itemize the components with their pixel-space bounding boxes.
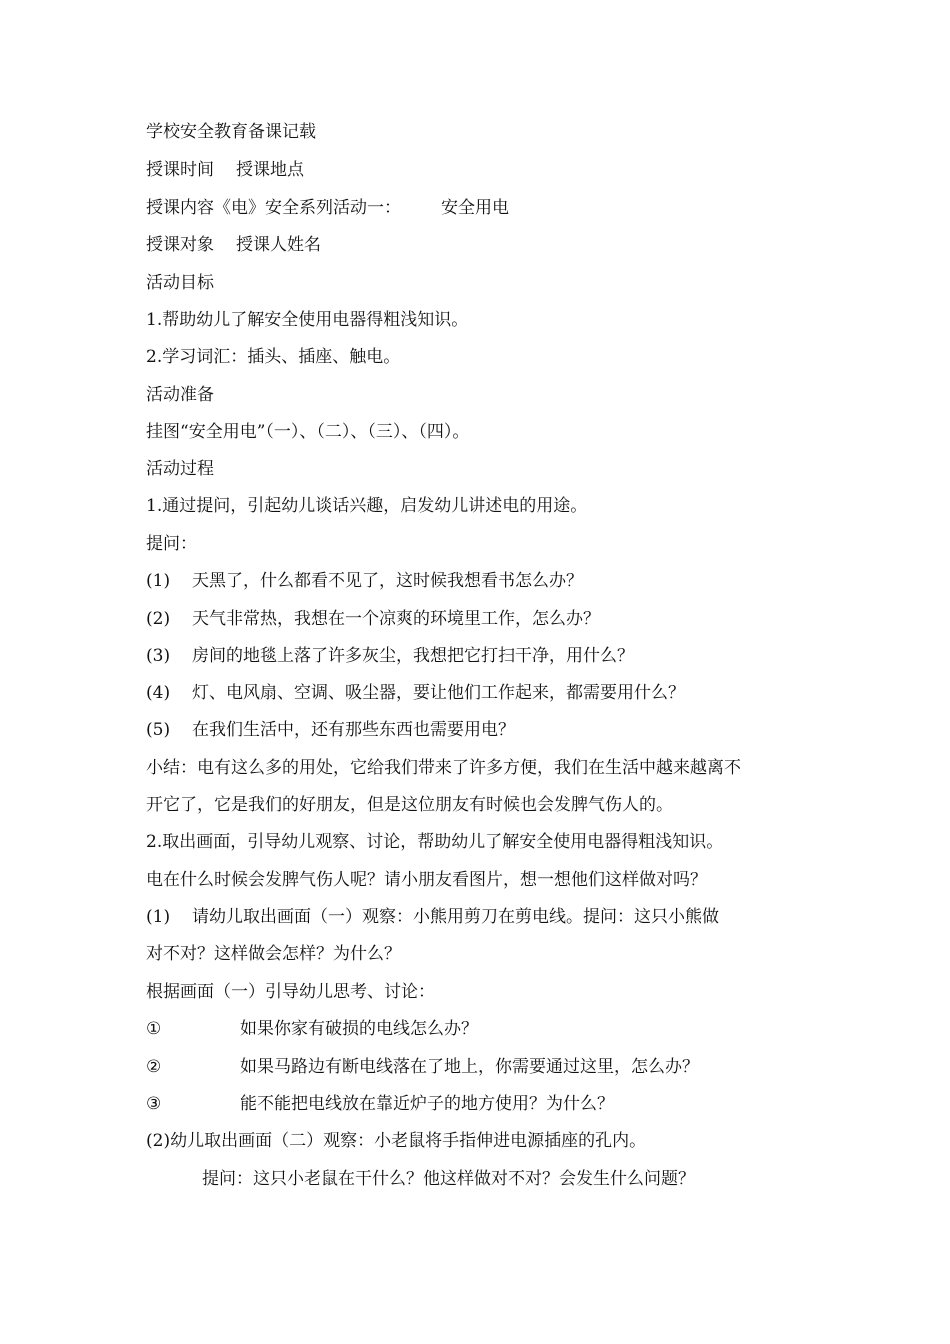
goal-item-1: 1.帮助幼儿了解安全使用电器得粗浅知识。	[146, 310, 469, 330]
question-text: 灯、电风扇、空调、吸尘器，要让他们工作起来，都需要用什么？	[192, 683, 685, 703]
circled-number: ③	[146, 1094, 162, 1114]
circled-item-2	[146, 1055, 699, 1079]
step-2-question: 电在什么时候会发脾气伤人呢？请小朋友看图片，想一想他们这样做对吗？	[146, 870, 707, 890]
process-step-1: 1.通过提问，引起幼儿谈话兴趣，启发幼儿讲述电的用途。	[146, 496, 588, 516]
lesson-teacher-label: 授课人姓名	[236, 235, 321, 255]
circled-text: 能不能把电线放在靠近炉子的地方使用？为什么？	[240, 1094, 614, 1114]
header-target-teacher	[146, 233, 321, 257]
question-item-5	[146, 718, 515, 742]
question-number: (1)	[146, 571, 171, 591]
question-item-2	[146, 607, 600, 631]
circled-text: 如果你家有破损的电线怎么办？	[240, 1019, 478, 1039]
question-text: 房间的地毯上落了许多灰尘，我想把它打扫干净，用什么？	[192, 646, 634, 666]
process-heading: 活动过程	[146, 459, 214, 479]
document-title: 学校安全教育备课记载	[146, 122, 316, 142]
picture-1-text: 请幼儿取出画面（一）观察：小熊用剪刀在剪电线。提问：这只小熊做	[192, 907, 719, 927]
question-number: (5)	[146, 720, 171, 740]
picture-1-line-1	[146, 905, 719, 929]
process-step-2: 2.取出画面，引导幼儿观察、讨论，帮助幼儿了解安全使用电器得粗浅知识。	[146, 832, 724, 852]
preparation-heading: 活动准备	[146, 385, 214, 405]
lesson-place-label: 授课地点	[236, 160, 304, 180]
circled-item-3	[146, 1092, 614, 1116]
circled-number: ②	[146, 1057, 162, 1077]
header-content	[146, 196, 509, 220]
summary-line-2: 开它了，它是我们的好朋友，但是这位朋友有时候也会发脾气伤人的。	[146, 795, 673, 815]
lesson-time-label: 授课时间	[146, 160, 214, 180]
lesson-content-label: 授课内容《电》安全系列活动一：	[146, 198, 401, 218]
picture-1-line-2: 对不对？这样做会怎样？为什么？	[146, 944, 401, 964]
preparation-text: 挂图“安全用电”（一）、（二）、（三）、（四）。	[146, 422, 470, 442]
goals-heading: 活动目标	[146, 273, 214, 293]
question-text: 在我们生活中，还有那些东西也需要用电？	[192, 720, 515, 740]
question-number: (2)	[146, 609, 171, 629]
goal-item-2: 2.学习词汇：插头、插座、触电。	[146, 347, 401, 367]
question-item-4	[146, 681, 685, 705]
circled-item-1	[146, 1017, 478, 1041]
lesson-target-label: 授课对象	[146, 235, 214, 255]
question-number: (4)	[146, 683, 171, 703]
question-item-1	[146, 569, 583, 593]
question-number: (3)	[146, 646, 171, 666]
question-text: 天气非常热，我想在一个凉爽的环境里工作，怎么办？	[192, 609, 600, 629]
circled-text: 如果马路边有断电线落在了地上，你需要通过这里，怎么办？	[240, 1057, 699, 1077]
picture-1-guide: 根据画面（一）引导幼儿思考、讨论：	[146, 982, 435, 1002]
picture-2-line: (2)幼儿取出画面（二）观察：小老鼠将手指伸进电源插座的孔内。	[146, 1131, 647, 1151]
picture-2-question: 提问：这只小老鼠在干什么？他这样做对不对？会发生什么问题？	[202, 1169, 695, 1189]
circled-number: ①	[146, 1019, 162, 1039]
question-text: 天黑了，什么都看不见了，这时候我想看书怎么办？	[192, 571, 583, 591]
summary-line-1: 小结：电有这么多的用处，它给我们带来了许多方便，我们在生活中越来越离不	[146, 758, 741, 778]
question-item-3	[146, 644, 634, 668]
header-time-place	[146, 158, 304, 182]
picture-1-number: (1)	[146, 907, 171, 927]
lesson-content-value: 安全用电	[441, 198, 509, 218]
ask-label: 提问：	[146, 534, 197, 554]
